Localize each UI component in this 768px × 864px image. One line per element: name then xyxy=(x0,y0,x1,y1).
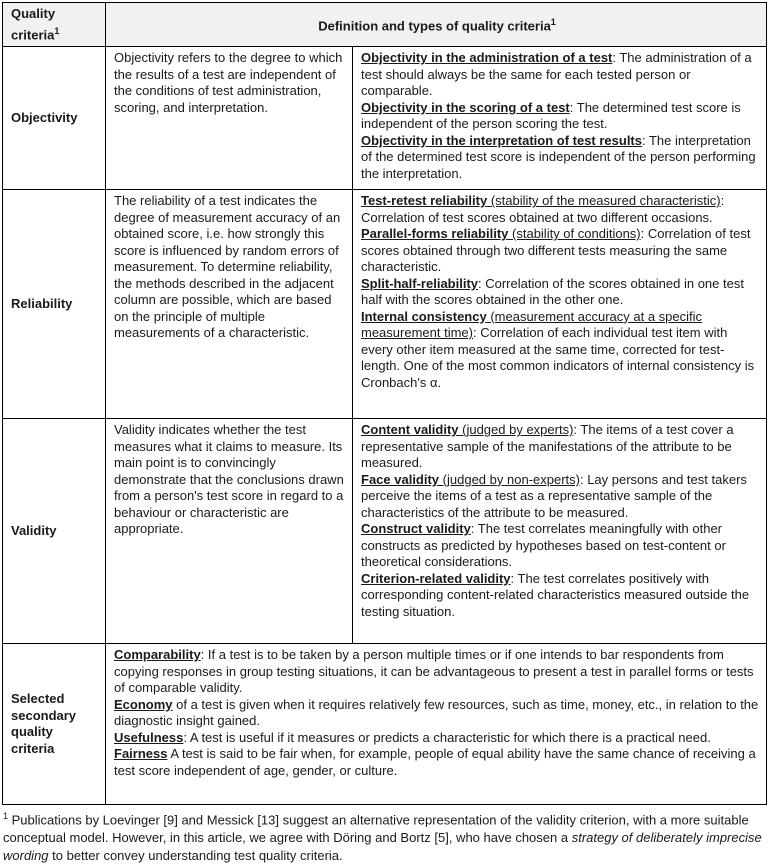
type-text: : The test correlates meaningfully with other constructs as predicted by hypotheses based on test-content or theoretical considerations. xyxy=(361,521,726,570)
type-term: Usefulness xyxy=(114,729,184,745)
type-entry xyxy=(361,309,760,392)
header-row xyxy=(3,3,767,47)
type-text: : The interpretation of the determined test score is independent of the person performing the interpretation. xyxy=(361,132,756,181)
type-text: : The items of a test cover a representative sample of the manifestations of the attribute to be measured. xyxy=(361,422,734,471)
type-entry xyxy=(361,50,760,100)
type-entry xyxy=(361,226,760,276)
type-entry xyxy=(361,422,760,472)
criterion-secondary: Selected secondary quality criteria xyxy=(3,644,106,805)
type-term: Comparability xyxy=(114,647,201,663)
type-term: Objectivity in the administration of a test xyxy=(361,50,613,66)
type-text: : The determined test score is independent of the person scoring the test. xyxy=(361,99,741,132)
types-reliability xyxy=(353,190,767,419)
type-entry xyxy=(361,276,760,309)
type-entry xyxy=(114,647,760,697)
row-reliability xyxy=(3,190,767,419)
definition-objectivity: Objectivity refers to the degree to which the results of a test are independent of the conditions of test administration, scoring, and interpretation. xyxy=(106,47,353,190)
type-entry xyxy=(361,193,760,226)
type-entry xyxy=(361,133,760,183)
type-entry xyxy=(361,571,760,621)
definition-reliability: The reliability of a test indicates the degree of measurement accuracy of an obtained score, i.e. how strongly this score is influenced by random errors of measurement. To determine reliability, the methods described in the adjacent column are possible, which are based on the principle of multiple measurements of a characteristic. xyxy=(106,190,353,419)
type-term: Objectivity in the scoring of a test xyxy=(361,99,570,115)
type-entry xyxy=(361,472,760,522)
types-validity xyxy=(353,419,767,644)
type-qualifier: (stability of the measured characteristic) xyxy=(487,193,721,209)
definition-validity: Validity indicates whether the test measures what it claims to measure. Its main point is to convincingly demonstrate that the conclusions drawn from a person's test score in regard to a behaviour or characteristic are appropriate. xyxy=(106,419,353,644)
type-term: Content validity xyxy=(361,422,459,438)
header-quality-criteria-label: Quality criteria xyxy=(11,6,56,42)
type-entry xyxy=(361,100,760,133)
type-text: : Correlation of the scores obtained in one test half with the scores obtained in the other one. xyxy=(361,275,744,308)
type-text: : The test correlates positively with corresponding content-related characteristics measured outside the testing situation. xyxy=(361,570,750,619)
type-qualifier: (judged by non-experts) xyxy=(439,471,580,487)
type-text: : Correlation of test scores obtained through two different tests measuring the same characteristic. xyxy=(361,226,751,275)
type-text: of a test is given when it requires relatively few resources, such as time, money, etc., in relation to the diagnostic insight gained. xyxy=(114,696,759,729)
quality-criteria-table xyxy=(2,2,767,805)
type-term: Face validity xyxy=(361,471,440,487)
type-term: Split-half-reliability xyxy=(361,275,479,291)
type-text: : Correlation of each individual test item with every other item measured at the same time, corrected for test-length. One of the most common indicators of internal consistency is Cronbach's α. xyxy=(361,325,755,390)
header-quality-criteria xyxy=(3,3,106,47)
type-term: Economy xyxy=(114,696,173,712)
type-entry xyxy=(114,697,760,730)
footnote-italic: strategy of deliberately imprecise wording xyxy=(3,830,762,863)
type-text: A test is said to be fair when, for example, people of equal ability have the same chance of receiving a test score independent of age, gender, or culture. xyxy=(114,746,756,778)
type-text: : Lay persons and test takers perceive the items of a test as a representative sample of the characteristics of the attribute to be measured. xyxy=(361,471,747,520)
footnote-text-2: to better convey understanding test quality criteria. xyxy=(48,847,343,863)
type-text: : A test is useful if it measures or predicts a characteristic for which there is a practical need. xyxy=(183,729,711,745)
type-text: : The administration of a test should always be the same for each tested person or comparable. xyxy=(361,50,752,99)
type-text: : Correlation of test scores obtained at two different occasions. xyxy=(361,193,725,225)
header-definition-sup: 1 xyxy=(550,17,556,28)
header-quality-criteria-sup: 1 xyxy=(54,25,60,36)
footnote-sup: 1 xyxy=(3,811,9,822)
type-entry xyxy=(114,746,760,779)
type-qualifier: (measurement accuracy at a specific measurement time) xyxy=(361,308,703,341)
type-entry xyxy=(361,521,760,571)
row-secondary-criteria xyxy=(3,644,767,805)
footnote-text-1: Publications by Loevinger [9] and Messick [13] suggest an alternative representation of the validity criterion, with a more suitable conceptual model. However, in this article, we agree with Döring and Bortz [5], who have chosen a xyxy=(3,812,749,846)
type-term: Internal consistency xyxy=(361,308,487,324)
types-secondary xyxy=(106,644,767,805)
types-objectivity xyxy=(353,47,767,190)
type-text: : If a test is to be taken by a person multiple times or if one intends to bar respondents from copying responses in group testing situations, it can be advantageous to present a test in parallel forms or tests of comparable validity. xyxy=(114,647,754,696)
header-definition-label: Definition and types of quality criteria xyxy=(318,18,551,34)
type-qualifier: (judged by experts) xyxy=(458,422,574,438)
type-entry xyxy=(114,730,760,747)
type-term: Criterion-related validity xyxy=(361,570,511,586)
type-term: Construct validity xyxy=(361,521,471,537)
row-objectivity xyxy=(3,47,767,190)
type-qualifier: (stability of conditions) xyxy=(508,226,641,242)
header-definition xyxy=(106,3,767,47)
row-validity xyxy=(3,419,767,644)
type-term: Fairness xyxy=(114,746,168,762)
criterion-objectivity: Objectivity xyxy=(3,47,106,190)
criterion-reliability: Reliability xyxy=(3,190,106,419)
type-term: Parallel-forms reliability xyxy=(361,226,509,242)
criterion-validity: Validity xyxy=(3,419,106,644)
type-term: Test-retest reliability xyxy=(361,193,488,209)
type-term: Objectivity in the interpretation of test results xyxy=(361,132,642,148)
